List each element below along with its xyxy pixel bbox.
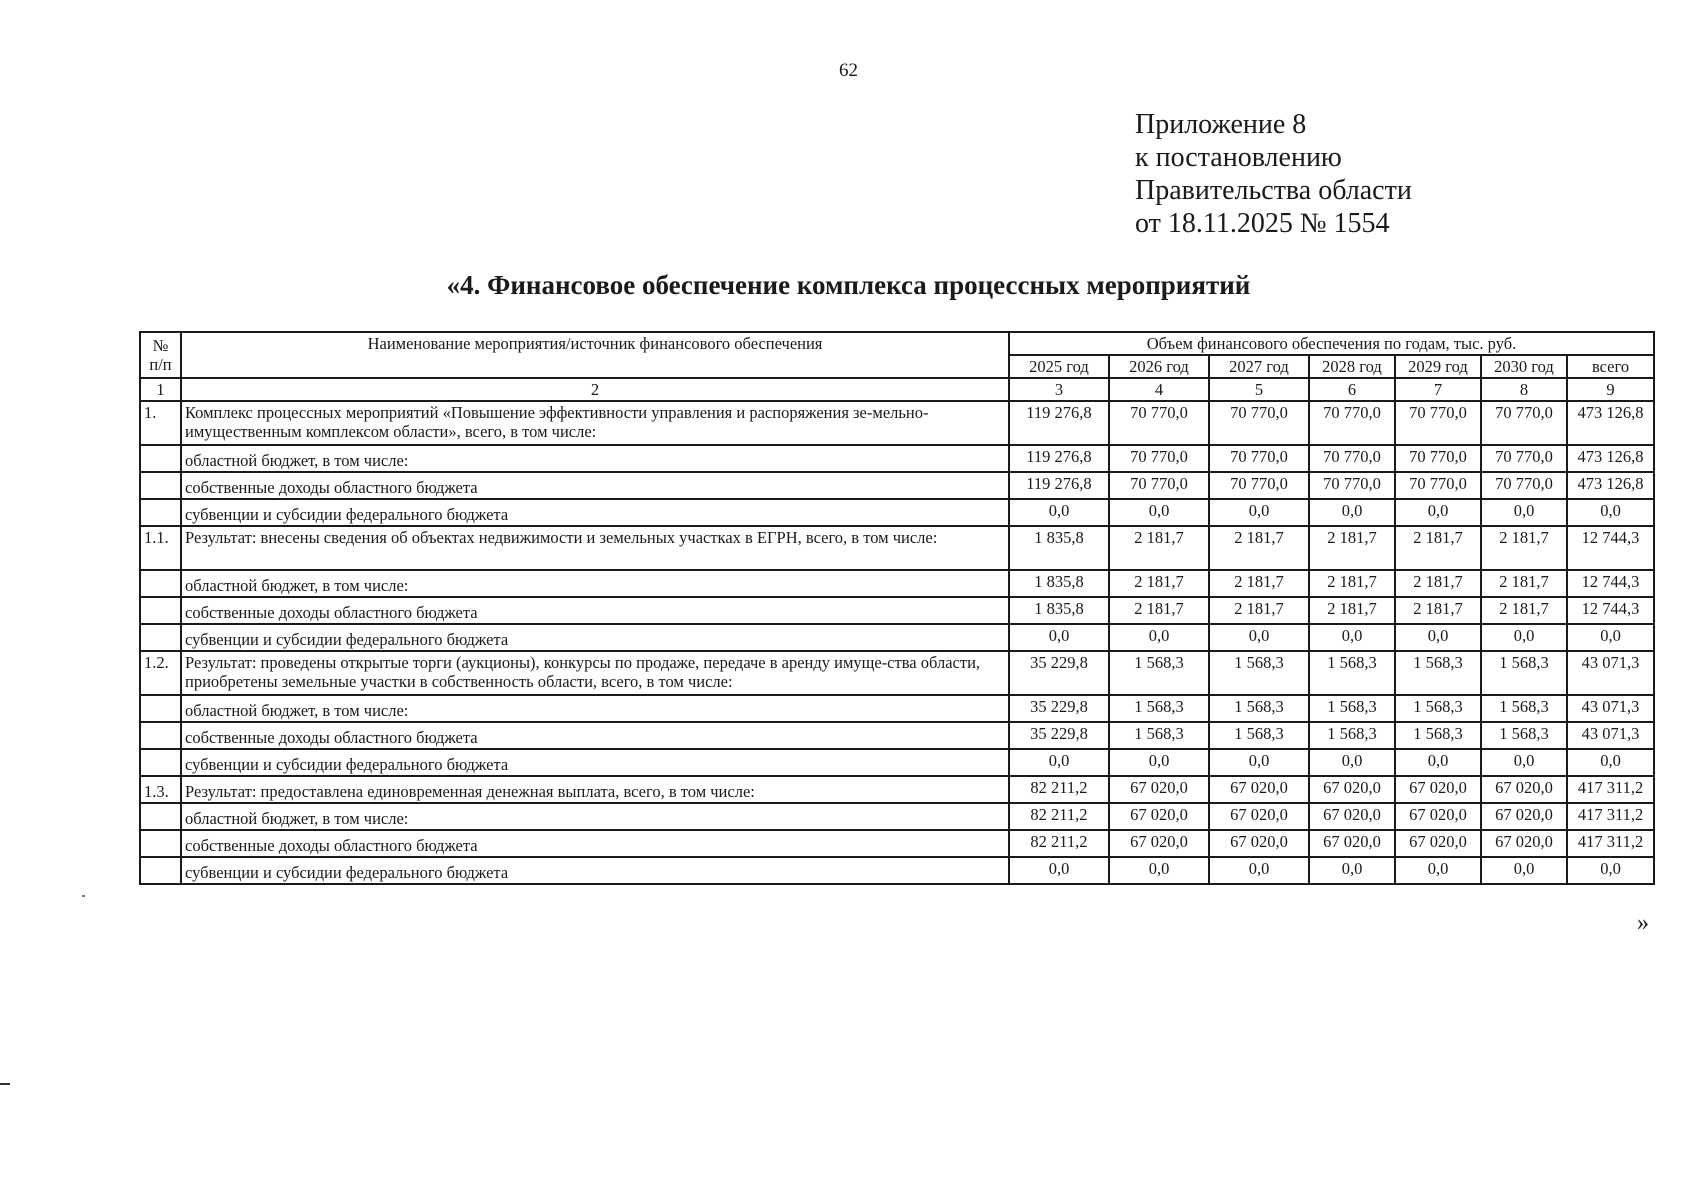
table-row (140, 472, 1654, 499)
row-number (140, 803, 181, 830)
header-year: 2030 год (1481, 355, 1567, 378)
row-value: 1 835,8 (1009, 526, 1109, 570)
row-value: 1 568,3 (1395, 695, 1481, 722)
row-number (140, 830, 181, 857)
header-index: 6 (1309, 378, 1395, 401)
row-name: Результат: внесены сведения об объектах недвижимости и земельных участках в ЕГРН, всего, в том числе: (181, 526, 1009, 570)
row-name: областной бюджет, в том числе: (181, 803, 1009, 830)
header-num: № п/п (140, 332, 181, 378)
header-index: 9 (1567, 378, 1654, 401)
row-value: 0,0 (1567, 749, 1654, 776)
row-value: 82 211,2 (1009, 830, 1109, 857)
row-name: субвенции и субсидии федерального бюджета (181, 749, 1009, 776)
row-value: 67 020,0 (1209, 776, 1309, 803)
row-value: 2 181,7 (1395, 570, 1481, 597)
row-name: субвенции и субсидии федерального бюджета (181, 499, 1009, 526)
row-value: 70 770,0 (1309, 472, 1395, 499)
row-value: 70 770,0 (1481, 401, 1567, 445)
row-value: 417 311,2 (1567, 830, 1654, 857)
row-value: 43 071,3 (1567, 651, 1654, 695)
row-value: 2 181,7 (1309, 570, 1395, 597)
row-value: 0,0 (1481, 749, 1567, 776)
header-index: 7 (1395, 378, 1481, 401)
row-value: 12 744,3 (1567, 526, 1654, 570)
row-value: 67 020,0 (1395, 830, 1481, 857)
row-value: 0,0 (1109, 624, 1209, 651)
row-value: 70 770,0 (1481, 445, 1567, 472)
row-value: 1 568,3 (1481, 695, 1567, 722)
table-row (140, 722, 1654, 749)
table-row (140, 857, 1654, 884)
table-row (140, 445, 1654, 472)
row-number: 1. (140, 401, 181, 445)
header-name: Наименование мероприятия/источник финансового обеспечения (181, 332, 1009, 378)
row-value: 0,0 (1481, 857, 1567, 884)
header-index: 2 (181, 378, 1009, 401)
row-value: 1 568,3 (1395, 722, 1481, 749)
row-value: 70 770,0 (1395, 472, 1481, 499)
row-value: 0,0 (1209, 499, 1309, 526)
row-value: 0,0 (1395, 857, 1481, 884)
row-value: 2 181,7 (1395, 597, 1481, 624)
row-value: 0,0 (1109, 857, 1209, 884)
row-value: 70 770,0 (1309, 445, 1395, 472)
row-value: 35 229,8 (1009, 695, 1109, 722)
table-row (140, 803, 1654, 830)
appendix-line: к постановлению (1135, 142, 1342, 173)
row-value: 70 770,0 (1481, 472, 1567, 499)
row-value: 0,0 (1309, 499, 1395, 526)
row-value: 0,0 (1567, 499, 1654, 526)
header-index: 8 (1481, 378, 1567, 401)
row-value: 0,0 (1209, 857, 1309, 884)
row-value: 0,0 (1395, 749, 1481, 776)
row-value: 2 181,7 (1109, 570, 1209, 597)
row-value: 67 020,0 (1209, 803, 1309, 830)
row-value: 70 770,0 (1209, 472, 1309, 499)
row-value: 2 181,7 (1395, 526, 1481, 570)
row-name: областной бюджет, в том числе: (181, 570, 1009, 597)
row-value: 119 276,8 (1009, 401, 1109, 445)
row-value: 2 181,7 (1481, 597, 1567, 624)
row-name: собственные доходы областного бюджета (181, 597, 1009, 624)
row-value: 1 835,8 (1009, 570, 1109, 597)
table-row (140, 570, 1654, 597)
row-value: 0,0 (1209, 749, 1309, 776)
row-value: 67 020,0 (1481, 830, 1567, 857)
row-number (140, 499, 181, 526)
row-name: собственные доходы областного бюджета (181, 830, 1009, 857)
row-value: 1 568,3 (1109, 651, 1209, 695)
row-value: 70 770,0 (1395, 401, 1481, 445)
row-value: 1 568,3 (1209, 651, 1309, 695)
header-year: 2029 год (1395, 355, 1481, 378)
row-value: 0,0 (1309, 624, 1395, 651)
row-number (140, 749, 181, 776)
row-number (140, 624, 181, 651)
row-value: 0,0 (1009, 749, 1109, 776)
row-value: 0,0 (1209, 624, 1309, 651)
row-value: 67 020,0 (1309, 776, 1395, 803)
row-value: 2 181,7 (1209, 526, 1309, 570)
row-value: 1 568,3 (1481, 651, 1567, 695)
row-value: 70 770,0 (1109, 472, 1209, 499)
financing-table (139, 331, 1655, 885)
row-value: 1 568,3 (1209, 695, 1309, 722)
row-value: 43 071,3 (1567, 722, 1654, 749)
row-value: 2 181,7 (1209, 570, 1309, 597)
row-value: 119 276,8 (1009, 472, 1109, 499)
row-value: 82 211,2 (1009, 803, 1109, 830)
row-name: субвенции и субсидии федерального бюджета (181, 857, 1009, 884)
row-value: 67 020,0 (1109, 830, 1209, 857)
table-row (140, 830, 1654, 857)
row-value: 0,0 (1309, 857, 1395, 884)
header-year: 2025 год (1009, 355, 1109, 378)
row-value: 1 568,3 (1309, 695, 1395, 722)
row-name: Результат: проведены открытые торги (аукционы), конкурсы по продаже, передаче в аренду имуще-ства области, приобретены земельные участки в собственность области, всего, в том числе: (181, 651, 1009, 695)
row-number: 1.3. (140, 776, 181, 803)
margin-mark (0, 1083, 10, 1085)
row-value: 0,0 (1481, 499, 1567, 526)
header-index: 3 (1009, 378, 1109, 401)
row-value: 67 020,0 (1481, 803, 1567, 830)
row-value: 67 020,0 (1481, 776, 1567, 803)
row-value: 43 071,3 (1567, 695, 1654, 722)
row-value: 473 126,8 (1567, 401, 1654, 445)
row-value: 70 770,0 (1209, 401, 1309, 445)
appendix-line: Правительства области (1135, 175, 1412, 206)
row-value: 0,0 (1009, 499, 1109, 526)
row-number (140, 570, 181, 597)
header-year: всего (1567, 355, 1654, 378)
row-number (140, 722, 181, 749)
row-value: 417 311,2 (1567, 776, 1654, 803)
row-value: 67 020,0 (1209, 830, 1309, 857)
row-number: 1.1. (140, 526, 181, 570)
header-index: 1 (140, 378, 181, 401)
row-name: областной бюджет, в том числе: (181, 445, 1009, 472)
row-name: областной бюджет, в том числе: (181, 695, 1009, 722)
table-row (140, 776, 1654, 803)
row-value: 70 770,0 (1209, 445, 1309, 472)
row-value: 67 020,0 (1309, 830, 1395, 857)
row-value: 12 744,3 (1567, 570, 1654, 597)
row-value: 0,0 (1009, 624, 1109, 651)
row-value: 1 568,3 (1309, 651, 1395, 695)
row-value: 1 568,3 (1481, 722, 1567, 749)
header-volume: Объем финансового обеспечения по годам, тыс. руб. (1009, 332, 1654, 355)
row-value: 0,0 (1567, 624, 1654, 651)
row-number (140, 597, 181, 624)
row-name: Комплекс процессных мероприятий «Повышение эффективности управления и распоряжения зе-мельно-имущественным комплексом области», всего, в том числе: (181, 401, 1009, 445)
row-value: 417 311,2 (1567, 803, 1654, 830)
row-value: 2 181,7 (1309, 597, 1395, 624)
row-name: Результат: предоставлена единовременная денежная выплата, всего, в том числе: (181, 776, 1009, 803)
table-row (140, 597, 1654, 624)
row-value: 2 181,7 (1109, 526, 1209, 570)
table-row (140, 526, 1654, 570)
document-title: «4. Финансовое обеспечение комплекса процессных мероприятий (446, 270, 1251, 300)
row-value: 2 181,7 (1109, 597, 1209, 624)
table-row (140, 749, 1654, 776)
header-index-row (140, 378, 1654, 401)
row-value: 67 020,0 (1395, 803, 1481, 830)
row-value: 0,0 (1009, 857, 1109, 884)
closing-quote: » (1637, 910, 1649, 936)
row-value: 0,0 (1481, 624, 1567, 651)
row-value: 0,0 (1395, 499, 1481, 526)
row-value: 70 770,0 (1109, 401, 1209, 445)
row-number: 1.2. (140, 651, 181, 695)
table-row (140, 651, 1654, 695)
row-number (140, 695, 181, 722)
row-number (140, 472, 181, 499)
table-row (140, 401, 1654, 445)
row-value: 67 020,0 (1109, 776, 1209, 803)
table-row (140, 624, 1654, 651)
appendix-block (1135, 108, 1412, 240)
row-number (140, 445, 181, 472)
header-index: 4 (1109, 378, 1209, 401)
row-value: 0,0 (1567, 857, 1654, 884)
row-value: 1 568,3 (1395, 651, 1481, 695)
row-value: 35 229,8 (1009, 722, 1109, 749)
row-value: 1 568,3 (1309, 722, 1395, 749)
appendix-line: Приложение 8 (1135, 109, 1307, 140)
row-value: 473 126,8 (1567, 445, 1654, 472)
row-value: 12 744,3 (1567, 597, 1654, 624)
row-name: собственные доходы областного бюджета (181, 472, 1009, 499)
row-value: 67 020,0 (1109, 803, 1209, 830)
header-year: 2028 год (1309, 355, 1395, 378)
appendix-line: от 18.11.2025 № 1554 (1135, 208, 1390, 239)
header-row (140, 332, 1654, 355)
row-value: 35 229,8 (1009, 651, 1109, 695)
row-value: 1 568,3 (1209, 722, 1309, 749)
table-row (140, 499, 1654, 526)
row-value: 67 020,0 (1309, 803, 1395, 830)
row-value: 2 181,7 (1481, 570, 1567, 597)
header-year: 2026 год (1109, 355, 1209, 378)
row-value: 2 181,7 (1209, 597, 1309, 624)
table-row (140, 695, 1654, 722)
row-number (140, 857, 181, 884)
row-value: 67 020,0 (1395, 776, 1481, 803)
row-value: 70 770,0 (1309, 401, 1395, 445)
row-value: 2 181,7 (1309, 526, 1395, 570)
row-name: субвенции и субсидии федерального бюджета (181, 624, 1009, 651)
header-year: 2027 год (1209, 355, 1309, 378)
row-value: 82 211,2 (1009, 776, 1109, 803)
row-value: 2 181,7 (1481, 526, 1567, 570)
row-value: 119 276,8 (1009, 445, 1109, 472)
row-value: 1 568,3 (1109, 695, 1209, 722)
row-value: 70 770,0 (1109, 445, 1209, 472)
row-name: собственные доходы областного бюджета (181, 722, 1009, 749)
scan-dot (82, 895, 85, 897)
row-value: 1 835,8 (1009, 597, 1109, 624)
row-value: 70 770,0 (1395, 445, 1481, 472)
row-value: 1 568,3 (1109, 722, 1209, 749)
row-value: 0,0 (1109, 499, 1209, 526)
header-index: 5 (1209, 378, 1309, 401)
row-value: 0,0 (1395, 624, 1481, 651)
row-value: 0,0 (1109, 749, 1209, 776)
row-value: 473 126,8 (1567, 472, 1654, 499)
page-number: 62 (839, 60, 858, 81)
row-value: 0,0 (1309, 749, 1395, 776)
